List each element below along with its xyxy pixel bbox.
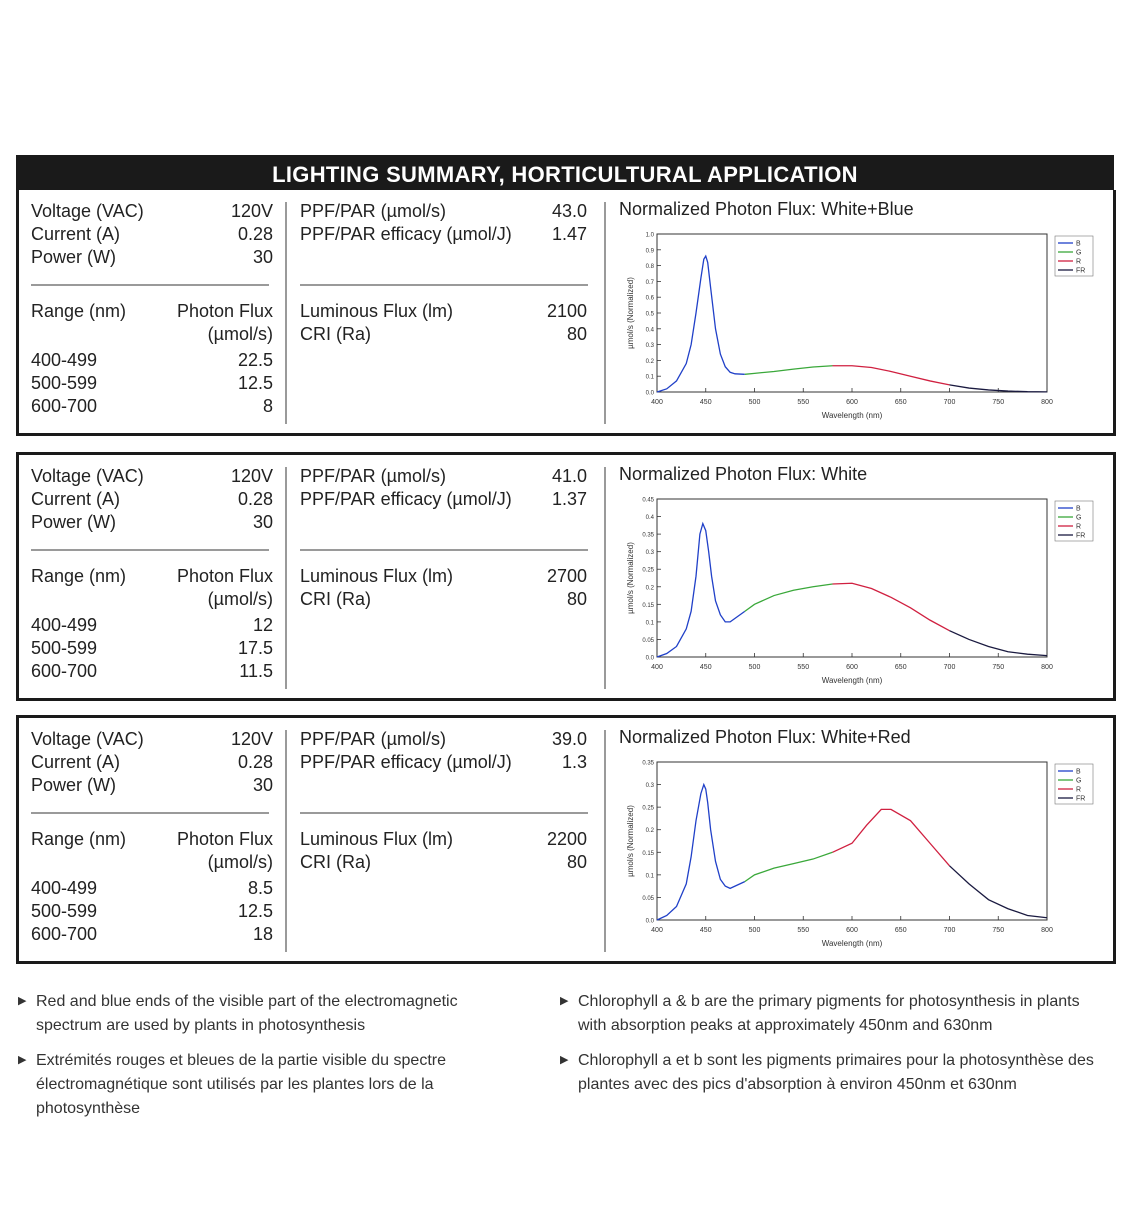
- flux-value-2: 12.5: [237, 373, 273, 393]
- y-tick-label: 0.9: [645, 248, 654, 255]
- luminous-flux-value: 2100: [546, 301, 587, 321]
- y-tick-label: 0.5: [645, 311, 654, 318]
- x-tick-label: 700: [943, 664, 956, 671]
- ppf-efficacy-label: PPF/PAR efficacy (µmol/J): [300, 224, 512, 244]
- y-tick-label: 0.05: [642, 895, 654, 902]
- bullet-icon: ▶: [18, 995, 27, 1007]
- bullet-icon: ▶: [18, 1054, 27, 1066]
- ppf-efficacy-label: PPF/PAR efficacy (µmol/J): [300, 752, 512, 772]
- x-tick-label: 400: [651, 927, 663, 934]
- x-tick-label: 600: [846, 927, 858, 934]
- x-tick-label: 550: [797, 664, 810, 671]
- x-axis-label: Wavelength (nm): [821, 411, 883, 420]
- y-tick-label: 0.3: [645, 343, 654, 350]
- ppf-efficacy-label: PPF/PAR efficacy (µmol/J): [300, 489, 512, 509]
- y-axis-label: µmol/s (Normalized): [626, 542, 635, 614]
- photon-flux-unit: (µmol/s): [207, 589, 273, 609]
- divider: [300, 549, 588, 551]
- y-tick-label: 0.3: [645, 550, 654, 557]
- x-axis-label: Wavelength (nm): [821, 939, 883, 948]
- voltage-label: Voltage (VAC): [31, 729, 144, 749]
- x-tick-label: 600: [846, 399, 858, 406]
- plot-frame: [657, 762, 1047, 920]
- y-tick-label: 0.15: [642, 850, 654, 857]
- column-divider: [604, 202, 606, 424]
- y-tick-label: 0.0: [645, 655, 654, 662]
- y-tick-label: 0.25: [642, 567, 654, 574]
- spectrum-series-line: [745, 366, 833, 375]
- x-axis-label: Wavelength (nm): [821, 676, 883, 685]
- legend-label: FR: [1076, 532, 1086, 540]
- voltage-value: 120V: [230, 729, 273, 749]
- y-tick-label: 0.2: [645, 828, 654, 835]
- luminous-flux-value: 2700: [546, 566, 587, 586]
- spectrum-series-line: [950, 631, 1048, 656]
- y-tick-label: 0.0: [645, 918, 654, 925]
- luminous-flux-label: Luminous Flux (lm): [300, 301, 454, 321]
- flux-value-3: 8: [262, 396, 273, 416]
- y-tick-label: 0.45: [642, 497, 654, 504]
- cri-value: 80: [566, 852, 587, 872]
- divider: [300, 812, 588, 814]
- x-tick-label: 700: [943, 927, 956, 934]
- note-en-1: Red and blue ends of the visible part of the electromagnetic spectrum are used by plants in photosynthesis: [36, 993, 458, 1034]
- power-label: Power (W): [31, 775, 116, 795]
- x-tick-label: 750: [992, 927, 1005, 934]
- spectrum-series-line: [745, 584, 833, 611]
- legend-label: R: [1076, 258, 1082, 266]
- y-tick-label: 1.0: [645, 232, 654, 239]
- y-axis-label: µmol/s (Normalized): [626, 805, 635, 877]
- x-tick-label: 800: [1041, 664, 1053, 671]
- x-tick-label: 450: [699, 399, 712, 406]
- y-tick-label: 0.35: [642, 760, 654, 767]
- range-row-3: 600-700: [31, 396, 98, 416]
- legend-label: G: [1076, 777, 1082, 785]
- chart-title: Normalized Photon Flux: White+Red: [619, 727, 911, 747]
- y-tick-label: 0.8: [645, 264, 654, 271]
- x-tick-label: 450: [699, 927, 712, 934]
- power-label: Power (W): [31, 247, 116, 267]
- spectrum-chart: [617, 754, 1107, 954]
- range-row-2: 500-599: [31, 638, 98, 658]
- spectrum-series-line: [950, 866, 1048, 918]
- legend-label: R: [1076, 523, 1082, 531]
- legend-label: B: [1076, 505, 1081, 513]
- range-header: Range (nm): [31, 829, 127, 849]
- legend-label: B: [1076, 768, 1081, 776]
- x-tick-label: 650: [894, 664, 907, 671]
- spectrum-series-line: [657, 524, 745, 657]
- chart-title: Normalized Photon Flux: White+Blue: [619, 199, 914, 219]
- column-divider: [285, 730, 287, 952]
- range-row-2: 500-599: [31, 901, 98, 921]
- column-divider: [604, 467, 606, 689]
- spectrum-series-line: [657, 785, 745, 920]
- voltage-value: 120V: [230, 201, 273, 221]
- chart-title: Normalized Photon Flux: White: [619, 464, 868, 484]
- current-value: 0.28: [237, 489, 273, 509]
- voltage-label: Voltage (VAC): [31, 201, 144, 221]
- range-row-3: 600-700: [31, 924, 98, 944]
- x-tick-label: 550: [797, 399, 810, 406]
- x-tick-label: 500: [748, 664, 761, 671]
- divider: [31, 549, 269, 551]
- divider: [31, 812, 269, 814]
- y-tick-label: 0.1: [645, 374, 654, 381]
- ppf-efficacy-value: 1.3: [561, 752, 587, 772]
- x-tick-label: 450: [699, 664, 712, 671]
- photon-flux-header: Photon Flux: [176, 301, 273, 321]
- cri-label: CRI (Ra): [300, 324, 371, 344]
- spectrum-series-line: [833, 809, 950, 865]
- y-tick-label: 0.3: [645, 783, 654, 790]
- flux-value-1: 8.5: [247, 878, 273, 898]
- x-tick-label: 750: [992, 399, 1005, 406]
- current-value: 0.28: [237, 752, 273, 772]
- column-divider: [604, 730, 606, 952]
- panel-white-red: [16, 715, 1116, 964]
- plot-frame: [657, 234, 1047, 392]
- photon-flux-unit: (µmol/s): [207, 324, 273, 344]
- legend-label: FR: [1076, 267, 1086, 275]
- y-axis-label: µmol/s (Normalized): [626, 277, 635, 349]
- range-header: Range (nm): [31, 566, 127, 586]
- x-tick-label: 750: [992, 664, 1005, 671]
- current-label: Current (A): [31, 224, 121, 244]
- ppf-label: PPF/PAR (µmol/s): [300, 466, 447, 486]
- x-tick-label: 550: [797, 927, 810, 934]
- ppf-efficacy-value: 1.47: [551, 224, 587, 244]
- spectrum-series-line: [745, 852, 833, 881]
- panel-white: [16, 452, 1116, 701]
- flux-value-1: 12: [252, 615, 273, 635]
- y-tick-label: 0.35: [642, 532, 654, 539]
- current-label: Current (A): [31, 752, 121, 772]
- cri-label: CRI (Ra): [300, 852, 371, 872]
- cri-label: CRI (Ra): [300, 589, 371, 609]
- note-fr-2: Chlorophyll a et b sont les pigments primaires pour la photosynthèse des plantes avec des pics d'absorption à environ 450nm et 630nm: [578, 1052, 1094, 1093]
- note-fr-1: Extrémités rouges et bleues de la partie visible du spectre électromagnétique sont utilisés par les plantes lors de la photosynthèse: [36, 1052, 446, 1117]
- voltage-label: Voltage (VAC): [31, 466, 144, 486]
- y-tick-label: 0.2: [645, 585, 654, 592]
- ppf-value: 43.0: [551, 201, 587, 221]
- y-tick-label: 0.4: [645, 327, 654, 334]
- flux-value-2: 17.5: [237, 638, 273, 658]
- x-tick-label: 700: [943, 399, 956, 406]
- spectrum-chart: [617, 226, 1107, 426]
- y-tick-label: 0.25: [642, 805, 654, 812]
- spectrum-chart: [617, 491, 1107, 691]
- x-tick-label: 650: [894, 399, 907, 406]
- flux-value-1: 22.5: [237, 350, 273, 370]
- luminous-flux-label: Luminous Flux (lm): [300, 829, 454, 849]
- y-tick-label: 0.7: [645, 279, 654, 286]
- y-tick-label: 0.6: [645, 295, 654, 302]
- ppf-efficacy-value: 1.37: [551, 489, 587, 509]
- x-tick-label: 500: [748, 399, 761, 406]
- flux-value-2: 12.5: [237, 901, 273, 921]
- panel-white-blue: [16, 190, 1116, 436]
- power-label: Power (W): [31, 512, 116, 532]
- legend-label: G: [1076, 514, 1082, 522]
- power-value: 30: [252, 247, 273, 267]
- range-row-1: 400-499: [31, 350, 98, 370]
- range-row-3: 600-700: [31, 661, 98, 681]
- ppf-value: 39.0: [551, 729, 587, 749]
- current-label: Current (A): [31, 489, 121, 509]
- voltage-value: 120V: [230, 466, 273, 486]
- luminous-flux-label: Luminous Flux (lm): [300, 566, 454, 586]
- spectrum-series-line: [833, 583, 950, 630]
- x-tick-label: 800: [1041, 399, 1053, 406]
- flux-value-3: 18: [252, 924, 273, 944]
- cri-value: 80: [566, 589, 587, 609]
- cri-value: 80: [566, 324, 587, 344]
- photon-flux-header: Photon Flux: [176, 566, 273, 586]
- legend-label: B: [1076, 240, 1081, 248]
- y-tick-label: 0.1: [645, 620, 654, 627]
- ppf-label: PPF/PAR (µmol/s): [300, 729, 447, 749]
- legend-label: FR: [1076, 795, 1086, 803]
- column-divider: [285, 202, 287, 424]
- spectrum-series-line: [833, 366, 950, 385]
- bullet-icon: ▶: [560, 1054, 569, 1066]
- legend-label: R: [1076, 786, 1082, 794]
- legend-label: G: [1076, 249, 1082, 257]
- photon-flux-header: Photon Flux: [176, 829, 273, 849]
- divider: [300, 284, 588, 286]
- x-tick-label: 500: [748, 927, 761, 934]
- current-value: 0.28: [237, 224, 273, 244]
- plot-frame: [657, 499, 1047, 657]
- divider: [31, 284, 269, 286]
- range-row-2: 500-599: [31, 373, 98, 393]
- ppf-label: PPF/PAR (µmol/s): [300, 201, 447, 221]
- spectrum-series-line: [657, 256, 745, 392]
- x-tick-label: 650: [894, 927, 907, 934]
- x-tick-label: 600: [846, 664, 858, 671]
- y-tick-label: 0.2: [645, 358, 654, 365]
- bullet-icon: ▶: [560, 995, 569, 1007]
- range-header: Range (nm): [31, 301, 127, 321]
- summary-title: LIGHTING SUMMARY, HORTICULTURAL APPLICATION: [16, 155, 1114, 192]
- y-tick-label: 0.1: [645, 873, 654, 880]
- x-tick-label: 400: [651, 664, 663, 671]
- y-tick-label: 0.4: [645, 515, 654, 522]
- photon-flux-unit: (µmol/s): [207, 852, 273, 872]
- y-tick-label: 0.05: [642, 637, 654, 644]
- luminous-flux-value: 2200: [546, 829, 587, 849]
- y-tick-label: 0.15: [642, 602, 654, 609]
- note-en-2: Chlorophyll a & b are the primary pigments for photosynthesis in plants with absorption peaks at approximately 450nm and 630nm: [578, 993, 1080, 1034]
- x-tick-label: 400: [651, 399, 663, 406]
- power-value: 30: [252, 775, 273, 795]
- range-row-1: 400-499: [31, 615, 98, 635]
- ppf-value: 41.0: [551, 466, 587, 486]
- column-divider: [285, 467, 287, 689]
- range-row-1: 400-499: [31, 878, 98, 898]
- flux-value-3: 11.5: [239, 661, 273, 681]
- power-value: 30: [252, 512, 273, 532]
- y-tick-label: 0.0: [645, 390, 654, 397]
- x-tick-label: 800: [1041, 927, 1053, 934]
